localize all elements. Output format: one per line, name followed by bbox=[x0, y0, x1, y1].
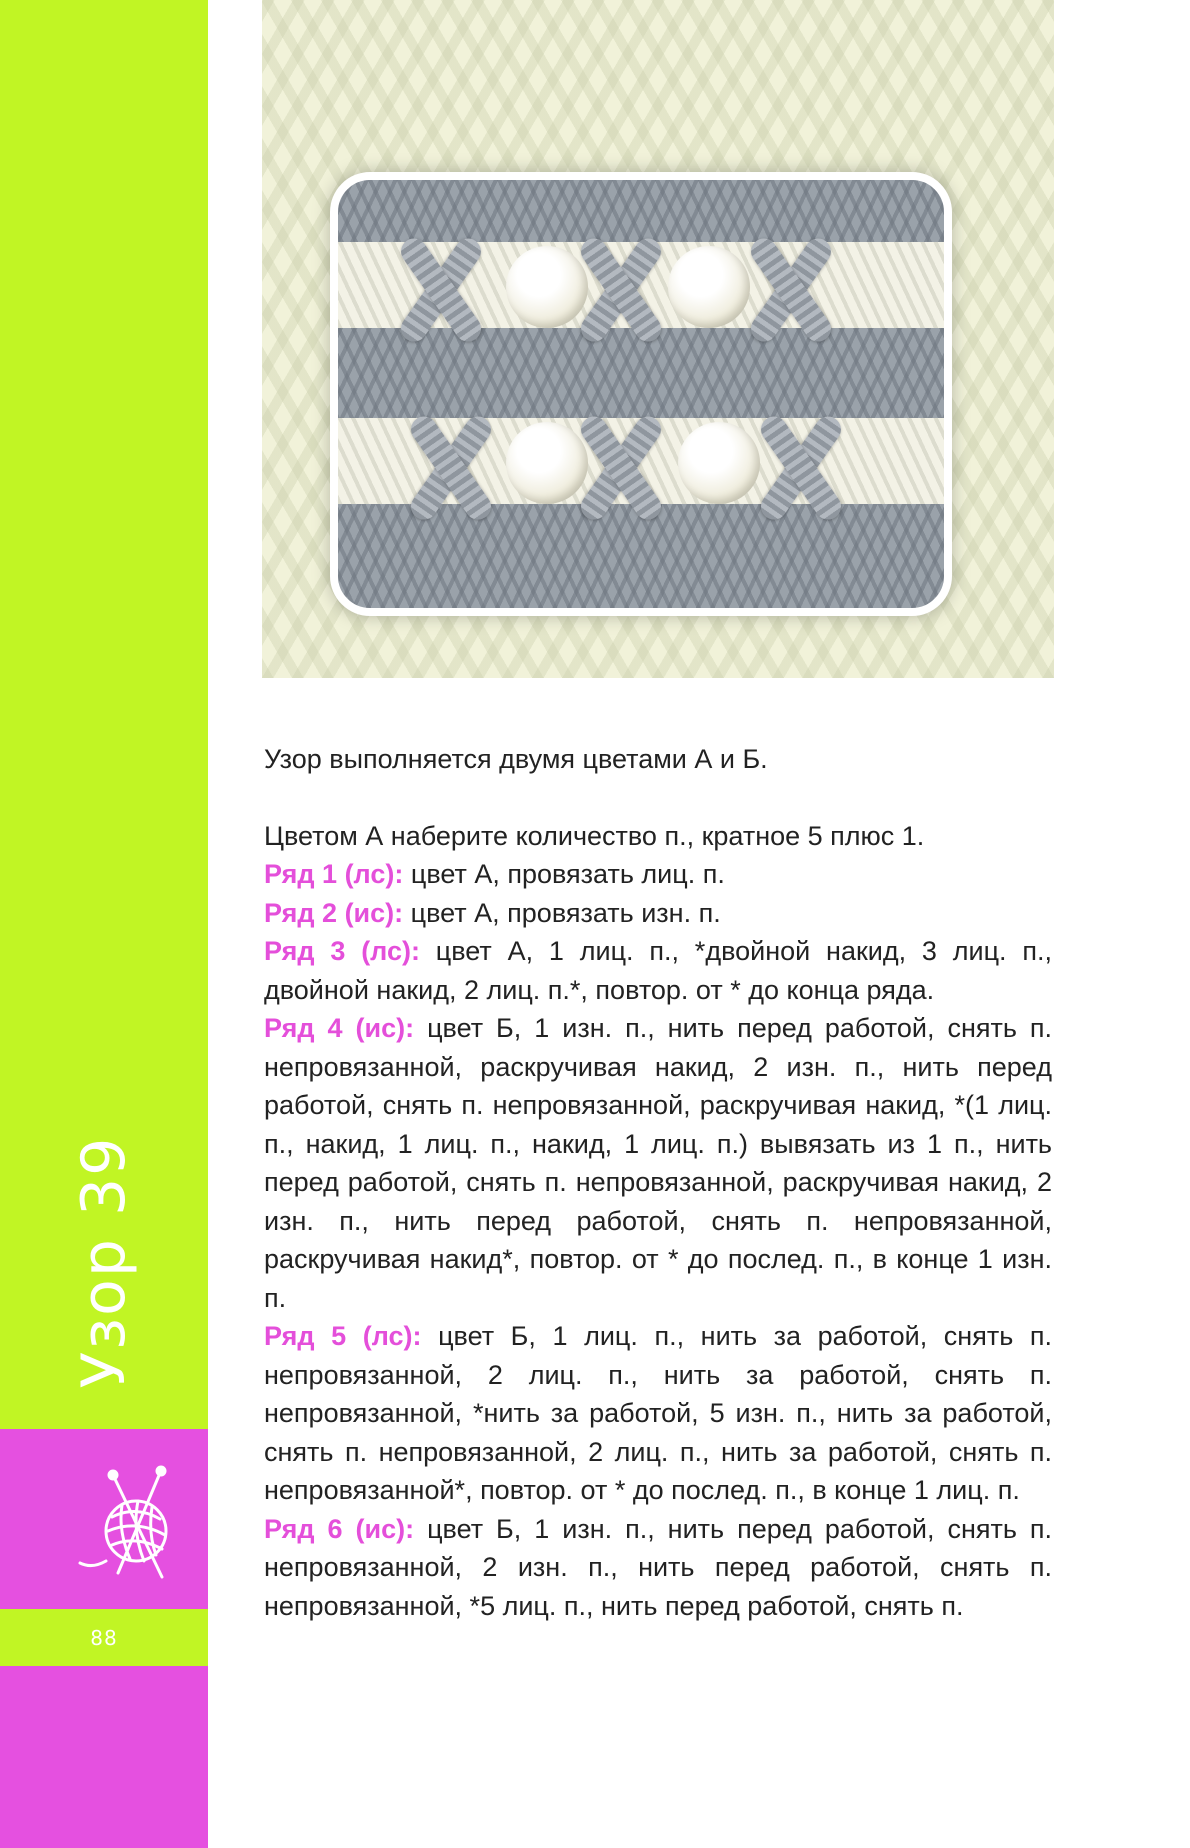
bobble bbox=[506, 246, 588, 328]
bobble bbox=[506, 422, 588, 504]
row-label: Ряд 6 (ис): bbox=[264, 1513, 415, 1544]
pattern-title: Узор 39 bbox=[69, 1135, 139, 1389]
row-4 bbox=[264, 1009, 1052, 1317]
row-6 bbox=[264, 1510, 1052, 1626]
bobble bbox=[668, 246, 750, 328]
sidebar-bottom-band bbox=[0, 1666, 208, 1848]
yarn-ball-with-needles-icon bbox=[74, 1465, 194, 1585]
row-text: цвет Б, 1 изн. п., нить перед работой, снять п. непровязанной, раскручивая накид, 2 изн. п., нить перед работой, снять п. непровязанной, раскручивая накид, *(1 лиц. п., накид, 1 лиц. п., накид, 1 лиц. п.) вывязать из 1 п., нить перед работой, снять п. непровязанной, раскручивая накид, 2 изн. п., нить перед работой, снять п. непровязанной, раскручивая накид*, повтор. от * до послед. п., в конце 1 изн. п. bbox=[264, 1013, 1052, 1313]
row-text: цвет Б, 1 лиц. п., нить за работой, снять п. непровязанной, 2 лиц. п., нить за работой, снять п. непровязанной, *нить за работой, 5 изн. п., нить за работой, снять п. непровязанной, 2 лиц. п., нить за работой, снять п. непровязанной*, повтор. от * до послед. п., в конце 1 лиц. п. bbox=[264, 1321, 1052, 1505]
row-text: цвет А, провязать изн. п. bbox=[403, 897, 721, 928]
row-3 bbox=[264, 932, 1052, 1009]
cast-on-text: Цветом А наберите количество п., кратное 5 плюс 1. bbox=[264, 820, 925, 851]
row-text: цвет Б, 1 изн. п., нить перед работой, снять п. непровязанной, 2 изн. п., нить перед работой, снять п. непровязанной, *5 лиц. п., нить перед работой, снять п. bbox=[264, 1513, 1052, 1621]
row-label: Ряд 1 (лс): bbox=[264, 859, 404, 889]
row-label: Ряд 5 (лс): bbox=[264, 1321, 422, 1351]
row-1 bbox=[264, 855, 1052, 894]
row-label: Ряд 2 (ис): bbox=[264, 897, 404, 928]
row-text: цвет А, 1 лиц. п., *двойной накид, 3 лиц. п., двойной накид, 2 лиц. п.*, повтор. от * до конца ряда. bbox=[264, 936, 1052, 1005]
intro-text: Узор выполняется двумя цветами А и Б. bbox=[264, 744, 768, 774]
page-number: 88 bbox=[90, 1626, 118, 1650]
swatch-frame bbox=[330, 172, 952, 616]
pattern-instructions bbox=[264, 740, 1052, 1625]
row-5 bbox=[264, 1317, 1052, 1510]
row-label: Ряд 4 (ис): bbox=[264, 1013, 415, 1043]
knitted-swatch-photo bbox=[262, 0, 1054, 678]
bobble bbox=[678, 422, 760, 504]
row-text: цвет А, провязать лиц. п. bbox=[403, 859, 725, 889]
row-label: Ряд 3 (лс): bbox=[264, 936, 420, 966]
row-2 bbox=[264, 894, 1052, 933]
